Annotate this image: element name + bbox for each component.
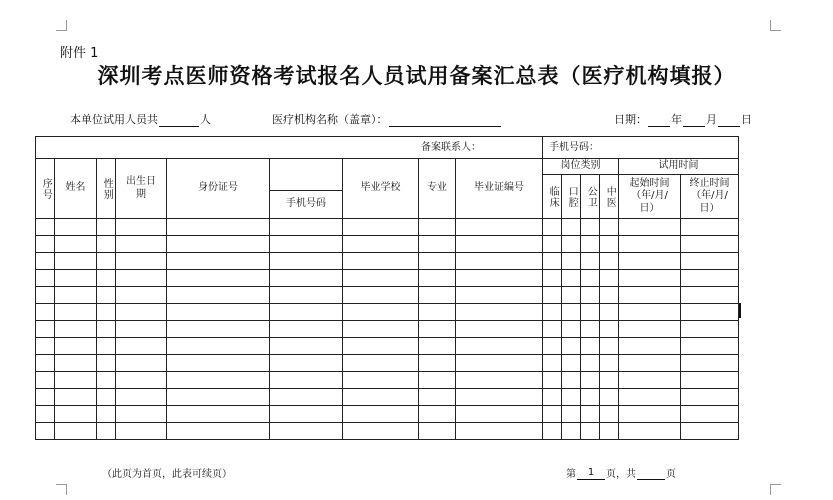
table-cell[interactable]: [55, 304, 97, 321]
margin-marker: [739, 303, 741, 318]
table-cell[interactable]: [116, 372, 167, 389]
table-body: [36, 219, 739, 440]
table-cell[interactable]: [619, 321, 681, 338]
header-school: 毕业学校: [343, 159, 419, 219]
table-cell[interactable]: [36, 389, 55, 406]
header-cert: 毕业证编号: [456, 159, 543, 219]
table-cell[interactable]: [681, 236, 739, 253]
table-cell[interactable]: [116, 219, 167, 236]
table-row: [36, 338, 739, 355]
table-cell[interactable]: [562, 236, 581, 253]
table-cell[interactable]: [36, 321, 55, 338]
table-cell[interactable]: [681, 287, 739, 304]
table-cell[interactable]: [343, 270, 419, 287]
page-total-field[interactable]: [637, 468, 665, 480]
table-cell[interactable]: [343, 219, 419, 236]
table-row: [36, 287, 739, 304]
table-cell[interactable]: [600, 355, 619, 372]
contact-cell[interactable]: [36, 137, 543, 159]
table-cell[interactable]: [543, 270, 562, 287]
table-cell[interactable]: [116, 321, 167, 338]
table-cell[interactable]: [562, 219, 581, 236]
table-cell[interactable]: [619, 253, 681, 270]
table-cell[interactable]: [419, 406, 456, 423]
table-cell[interactable]: [681, 219, 739, 236]
table-cell[interactable]: [543, 406, 562, 423]
table-cell[interactable]: [600, 304, 619, 321]
attachment-label: 附件 1: [60, 46, 99, 61]
table-cell[interactable]: [419, 219, 456, 236]
table-cell[interactable]: [167, 321, 270, 338]
table-row: [36, 321, 739, 338]
table-cell[interactable]: [562, 372, 581, 389]
table-cell[interactable]: [543, 423, 562, 440]
table-cell[interactable]: [36, 423, 55, 440]
page-mid: 页，共: [606, 469, 636, 480]
table-cell[interactable]: [456, 236, 543, 253]
header-row-1: [36, 159, 739, 175]
date-month-field[interactable]: [683, 115, 705, 127]
table-cell[interactable]: [167, 389, 270, 406]
trial-count-field[interactable]: [159, 115, 199, 127]
table-cell[interactable]: [270, 423, 343, 440]
table-cell[interactable]: [97, 423, 116, 440]
table-cell[interactable]: [97, 338, 116, 355]
table-cell[interactable]: [116, 389, 167, 406]
header-gender: 性别: [97, 159, 116, 219]
table-cell[interactable]: [55, 270, 97, 287]
table-row: [36, 253, 739, 270]
table-cell[interactable]: [419, 423, 456, 440]
table-cell[interactable]: [619, 270, 681, 287]
table-cell[interactable]: [619, 236, 681, 253]
table-cell[interactable]: [343, 321, 419, 338]
table-cell[interactable]: [562, 304, 581, 321]
table-cell[interactable]: [343, 287, 419, 304]
date-month-label: 月: [706, 113, 717, 126]
table-cell[interactable]: [543, 253, 562, 270]
table-cell[interactable]: [167, 304, 270, 321]
table-cell[interactable]: [456, 287, 543, 304]
table-cell[interactable]: [456, 406, 543, 423]
table-cell[interactable]: [55, 321, 97, 338]
table-cell[interactable]: [55, 253, 97, 270]
table-cell[interactable]: [419, 270, 456, 287]
registration-table: [35, 136, 739, 440]
table-cell[interactable]: [681, 304, 739, 321]
table-cell[interactable]: [581, 219, 600, 236]
table-cell[interactable]: [600, 287, 619, 304]
table-cell[interactable]: [600, 270, 619, 287]
table-cell[interactable]: [581, 338, 600, 355]
table-cell[interactable]: [116, 338, 167, 355]
table-cell[interactable]: [419, 338, 456, 355]
table-cell[interactable]: [600, 389, 619, 406]
table-cell[interactable]: [600, 253, 619, 270]
table-cell[interactable]: [562, 423, 581, 440]
crop-mark-top-right: [770, 20, 781, 31]
table-cell[interactable]: [270, 338, 343, 355]
table-cell[interactable]: [562, 389, 581, 406]
table-cell[interactable]: [97, 355, 116, 372]
table-cell[interactable]: [419, 253, 456, 270]
table-row: [36, 389, 739, 406]
table-cell[interactable]: [543, 338, 562, 355]
crop-mark-top-left: [56, 20, 67, 31]
header-major: 专业: [419, 159, 456, 219]
institution-field[interactable]: [389, 115, 501, 127]
table-cell[interactable]: [681, 406, 739, 423]
table-cell[interactable]: [419, 321, 456, 338]
table-cell[interactable]: [55, 406, 97, 423]
table-cell[interactable]: [270, 287, 343, 304]
table-cell[interactable]: [97, 253, 116, 270]
table-cell[interactable]: [456, 253, 543, 270]
table-cell[interactable]: [456, 304, 543, 321]
table-cell[interactable]: [270, 270, 343, 287]
table-cell[interactable]: [456, 270, 543, 287]
header-public-health: 公卫: [581, 175, 600, 219]
date-year-field[interactable]: [648, 115, 670, 127]
table-cell[interactable]: [36, 338, 55, 355]
table-cell[interactable]: [167, 287, 270, 304]
table-cell[interactable]: [270, 219, 343, 236]
table-cell[interactable]: [116, 287, 167, 304]
table-cell[interactable]: [116, 253, 167, 270]
table-cell[interactable]: [619, 372, 681, 389]
table-cell[interactable]: [97, 406, 116, 423]
table-cell[interactable]: [419, 355, 456, 372]
table-row: [36, 406, 739, 423]
crop-mark-bottom-right: [770, 484, 781, 495]
table-cell[interactable]: [116, 304, 167, 321]
table-cell[interactable]: [600, 406, 619, 423]
table-cell[interactable]: [270, 304, 343, 321]
header-phone: 手机号码: [270, 191, 343, 219]
table-cell[interactable]: [419, 304, 456, 321]
page-suffix: 页: [666, 469, 676, 480]
table-cell[interactable]: [270, 236, 343, 253]
table-cell[interactable]: [167, 372, 270, 389]
page-counter: [566, 465, 676, 480]
crop-mark-bottom-left: [56, 484, 67, 495]
table-row: [36, 355, 739, 372]
table-cell[interactable]: [167, 423, 270, 440]
table-cell[interactable]: [619, 304, 681, 321]
table-cell[interactable]: [543, 219, 562, 236]
table-cell[interactable]: [562, 338, 581, 355]
page-prefix: 第: [566, 469, 576, 480]
table-cell[interactable]: [343, 389, 419, 406]
table-cell[interactable]: [681, 253, 739, 270]
table-cell[interactable]: [167, 236, 270, 253]
header-birth: 出生日期: [116, 159, 167, 219]
table-cell[interactable]: [543, 287, 562, 304]
table-cell[interactable]: [270, 355, 343, 372]
table-cell[interactable]: [562, 270, 581, 287]
table-cell[interactable]: [456, 372, 543, 389]
table-cell[interactable]: [419, 389, 456, 406]
table-cell[interactable]: [619, 389, 681, 406]
table-cell[interactable]: [600, 338, 619, 355]
table-cell[interactable]: [619, 287, 681, 304]
table-row: [36, 372, 739, 389]
table-cell[interactable]: [167, 253, 270, 270]
table-cell[interactable]: [97, 236, 116, 253]
table-cell[interactable]: [97, 389, 116, 406]
table-cell[interactable]: [543, 355, 562, 372]
table-cell[interactable]: [270, 372, 343, 389]
table-cell[interactable]: [562, 321, 581, 338]
table-cell[interactable]: [581, 287, 600, 304]
table-cell[interactable]: [167, 406, 270, 423]
table-row: [36, 270, 739, 287]
trial-count-suffix: 人: [200, 113, 211, 126]
table-row: [36, 236, 739, 253]
table-cell[interactable]: [343, 304, 419, 321]
table-row: [36, 219, 739, 236]
table-cell[interactable]: [116, 270, 167, 287]
table-cell[interactable]: [36, 270, 55, 287]
date-label: 日期：: [614, 113, 647, 126]
phone-header-blank: [270, 159, 343, 191]
table-cell[interactable]: [681, 389, 739, 406]
table-cell[interactable]: [562, 287, 581, 304]
table-cell[interactable]: [419, 236, 456, 253]
table-cell[interactable]: [581, 253, 600, 270]
table-cell[interactable]: [343, 355, 419, 372]
table-cell[interactable]: [543, 372, 562, 389]
table-cell[interactable]: [456, 321, 543, 338]
trial-count-line: [70, 111, 211, 127]
header-trial-time: 试用时间: [619, 159, 739, 175]
header-end-time: 终止时间（年/月/日）: [681, 175, 739, 219]
table-cell[interactable]: [97, 270, 116, 287]
table-cell[interactable]: [167, 338, 270, 355]
table-cell[interactable]: [270, 253, 343, 270]
table-cell[interactable]: [419, 372, 456, 389]
table-cell[interactable]: [36, 406, 55, 423]
page-current[interactable]: 1: [577, 467, 605, 480]
date-line: [614, 111, 752, 127]
header-seq: 序号: [36, 159, 55, 219]
date-year-label: 年: [671, 113, 682, 126]
table-cell[interactable]: [581, 304, 600, 321]
table-cell[interactable]: [343, 406, 419, 423]
table-cell[interactable]: [581, 389, 600, 406]
table-cell[interactable]: [55, 372, 97, 389]
table-cell[interactable]: [600, 321, 619, 338]
table-row: [36, 423, 739, 440]
table-cell[interactable]: [116, 355, 167, 372]
table-cell[interactable]: [562, 253, 581, 270]
table-cell[interactable]: [456, 219, 543, 236]
table-cell[interactable]: [456, 355, 543, 372]
table-cell[interactable]: [619, 355, 681, 372]
table-cell[interactable]: [97, 321, 116, 338]
table-cell[interactable]: [116, 423, 167, 440]
table-info-row: [36, 137, 739, 159]
table-cell[interactable]: [600, 219, 619, 236]
table-cell[interactable]: [562, 355, 581, 372]
table-cell[interactable]: [581, 236, 600, 253]
table-cell[interactable]: [581, 270, 600, 287]
table-cell[interactable]: [600, 236, 619, 253]
header-id: 身份证号: [167, 159, 270, 219]
table-cell[interactable]: [581, 321, 600, 338]
table-cell[interactable]: [343, 338, 419, 355]
table-cell[interactable]: [97, 372, 116, 389]
table-cell[interactable]: [600, 372, 619, 389]
table-cell[interactable]: [55, 389, 97, 406]
header-dental: 口腔: [562, 175, 581, 219]
table-cell[interactable]: [619, 338, 681, 355]
table-cell[interactable]: [619, 219, 681, 236]
date-day-label: 日: [741, 113, 752, 126]
table-cell[interactable]: [543, 304, 562, 321]
institution-line: [272, 111, 502, 127]
table-cell[interactable]: [97, 219, 116, 236]
table-cell[interactable]: [36, 236, 55, 253]
table-cell[interactable]: [581, 355, 600, 372]
table-cell[interactable]: [543, 321, 562, 338]
table-cell[interactable]: [343, 423, 419, 440]
table-cell[interactable]: [36, 372, 55, 389]
table-cell[interactable]: [270, 321, 343, 338]
table-cell[interactable]: [36, 219, 55, 236]
table-cell[interactable]: [36, 304, 55, 321]
institution-label: 医疗机构名称（盖章）：: [272, 113, 388, 126]
contact-label: 备案联系人：: [421, 142, 481, 153]
table-cell[interactable]: [343, 236, 419, 253]
table-cell[interactable]: [36, 355, 55, 372]
header-tcm: 中医: [600, 175, 619, 219]
table-cell[interactable]: [270, 389, 343, 406]
table-cell[interactable]: [681, 270, 739, 287]
table-cell[interactable]: [419, 287, 456, 304]
header-position-category: 岗位类别: [543, 159, 619, 175]
table-cell[interactable]: [55, 338, 97, 355]
table-cell[interactable]: [55, 355, 97, 372]
table-cell[interactable]: [343, 372, 419, 389]
phone-label: 手机号码：: [549, 142, 599, 153]
table-cell[interactable]: [619, 406, 681, 423]
table-cell[interactable]: [97, 287, 116, 304]
table-cell[interactable]: [55, 236, 97, 253]
footer-note: （此页为首页，此表可续页）: [102, 469, 232, 480]
page-title: 深圳考点医师资格考试报名人员试用备案汇总表（医疗机构填报）: [97, 64, 736, 88]
table-cell[interactable]: [167, 355, 270, 372]
table-cell[interactable]: [270, 406, 343, 423]
table-cell[interactable]: [681, 338, 739, 355]
table-cell[interactable]: [343, 253, 419, 270]
table-cell[interactable]: [581, 372, 600, 389]
date-day-field[interactable]: [718, 115, 740, 127]
phone-cell[interactable]: [543, 137, 739, 159]
table-cell[interactable]: [581, 406, 600, 423]
table-cell[interactable]: [116, 236, 167, 253]
table-cell[interactable]: [55, 219, 97, 236]
table-cell[interactable]: [543, 389, 562, 406]
trial-count-prefix: 本单位试用人员共: [70, 113, 158, 126]
table-cell[interactable]: [681, 321, 739, 338]
header-name: 姓名: [55, 159, 97, 219]
table-cell[interactable]: [36, 287, 55, 304]
header-clinical: 临床: [543, 175, 562, 219]
header-start-time: 起始时间（年/月/日）: [619, 175, 681, 219]
table-cell[interactable]: [543, 236, 562, 253]
table-cell[interactable]: [116, 406, 167, 423]
table-cell[interactable]: [97, 304, 116, 321]
table-cell[interactable]: [36, 253, 55, 270]
table-cell[interactable]: [619, 423, 681, 440]
table-row: [36, 304, 739, 321]
table-cell[interactable]: [167, 270, 270, 287]
table-cell[interactable]: [681, 355, 739, 372]
table-cell[interactable]: [456, 338, 543, 355]
table-cell[interactable]: [456, 423, 543, 440]
table-cell[interactable]: [55, 287, 97, 304]
table-cell[interactable]: [581, 423, 600, 440]
table-cell[interactable]: [600, 423, 619, 440]
table-cell[interactable]: [55, 423, 97, 440]
table-cell[interactable]: [681, 372, 739, 389]
table-cell[interactable]: [562, 406, 581, 423]
table-cell[interactable]: [167, 219, 270, 236]
table-cell[interactable]: [456, 389, 543, 406]
table-cell[interactable]: [681, 423, 739, 440]
